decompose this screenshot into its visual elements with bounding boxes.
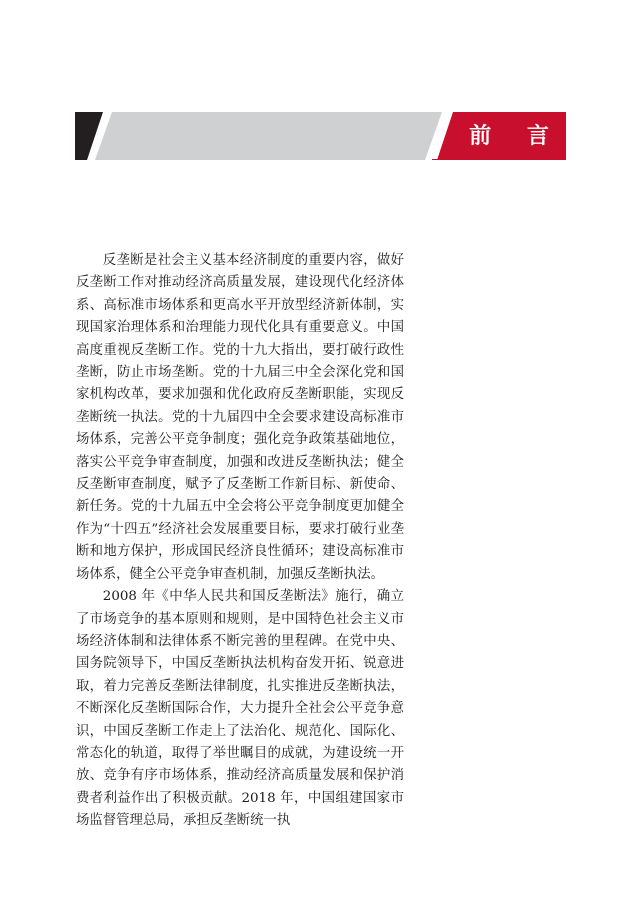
banner-gray-band: [95, 112, 442, 160]
body-text: [76, 250, 404, 833]
chapter-title: 前 言: [469, 123, 563, 149]
paragraph: 2008 年《中华人民共和国反垄断法》施行，确立了市场竞争的基本原则和规则，是中国特色社会主义市场经济体制和法律体系不断完善的里程碑。在党中央、国务院领导下，中国反垄断执法机构奋发开拓、锐意进取，着力完善反垄断法律制度，扎实推进反垄断执法，不断深化反垄断国际合作，大力提升全社会公平竞争意识，中国反垄断工作走上了法治化、规范化、国际化、常态化的轨道，取得了举世瞩目的成就，为建设统一开放、竞争有序市场体系，推动经济高质量发展和保护消费者利益作出了积极贡献。2018 年，中国组建国家市场监督管理总局，承担反垄断统一执: [76, 589, 404, 829]
paragraph: 反垄断是社会主义基本经济制度的重要内容，做好反垄断工作对推动经济高质量发展，建设现代化经济体系、高标准市场体系和更高水平开放型经济新体制，实现国家治理体系和治理能力现代化具有重要意义。中国高度重视反垄断工作。党的十九大指出，要打破行政性垄断，防止市场垄断。党的十九届三中全会深化党和国家机构改革，要求加强和优化政府反垄断职能，实现反垄断统一执法。党的十九届四中全会要求建设高标准市场体系，完善公平竞争制度；强化竞争政策基础地位，落实公平竞争审查制度，加强和改进反垄断执法；健全反垄断审查制度，赋予了反垄断工作新目标、新使命、新任务。党的十九届五中全会将公平竞争制度更加健全作为“十四五”经济社会发展重要目标，要求打破行业垄断和地方保护，形成国民经济良性循环；建设高标准市场体系，健全公平竞争审查机制，加强反垄断执法。: [76, 253, 404, 582]
